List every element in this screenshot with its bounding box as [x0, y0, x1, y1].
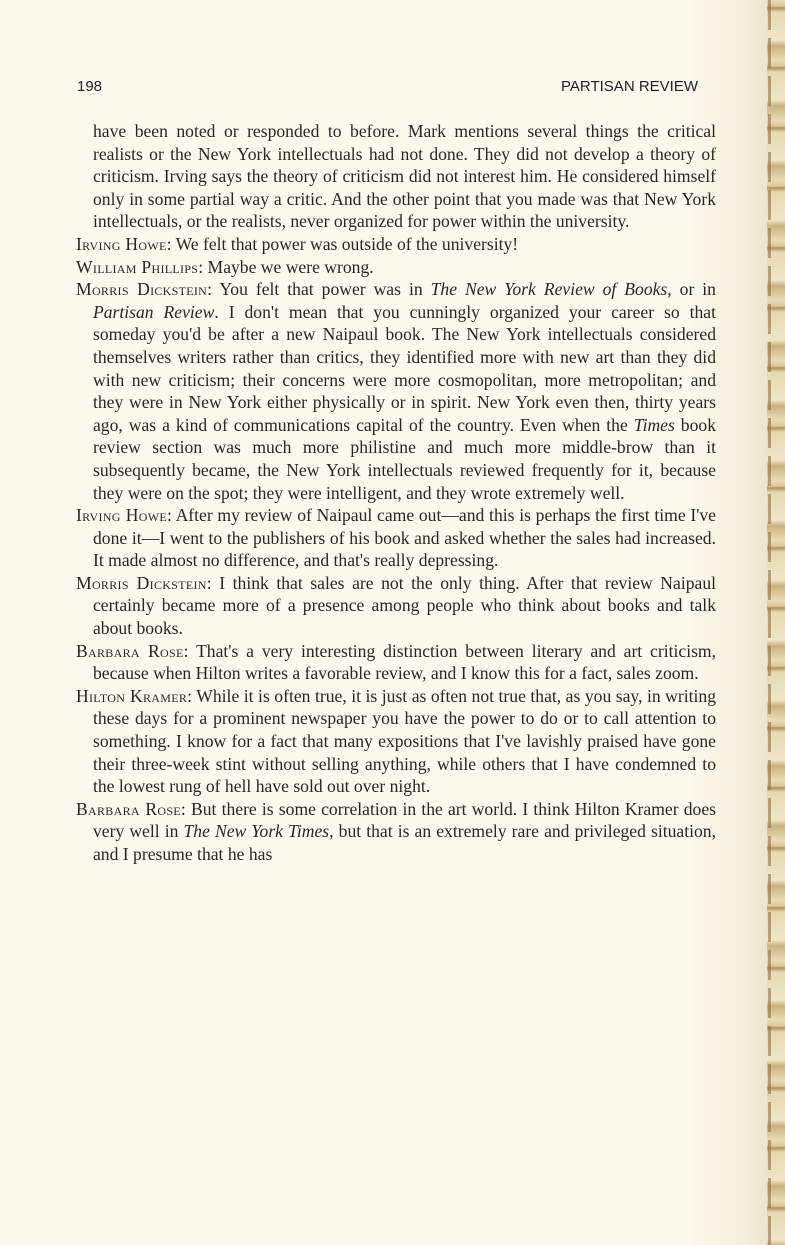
dialogue-paragraph: William Phillips: Maybe we were wrong.	[76, 256, 374, 277]
italic-title: Partisan Review	[93, 301, 215, 322]
binding-shadow	[768, 0, 771, 1245]
dialogue-paragraph: Hilton Kramer: While it is often true, it is just as often not true that, as you say, in writing these days for a prominent newspaper you have the power to do or to call attention to something. I know for a fact that many expositions that I've lavishly praised have gone their three-week stint without selling anything, while others that I have condemned to the lowest rung of hell have sold out over night.	[76, 685, 716, 797]
speech-text: That's a very interesting distinction between literary and art criticism, because when Hilton writes a favorable review, and I know this for a fact, sales zoom.	[93, 640, 717, 684]
speaker-name: Irving Howe	[76, 233, 167, 254]
speech-text: have been noted or responded to before. Mark mentions several things the critical realists or the New York intellectuals had not done. They did not develop a theory of criticism. Irving says the theory of criticism did not interest him. He considered himself only in some partial way a critic. And the other point that you made was that New York intellectuals, or the realists, never organized for power within the university.	[93, 121, 716, 232]
running-title: PARTISAN REVIEW	[561, 78, 698, 95]
body-text	[76, 120, 716, 866]
speech-text: While it is often true, it is just as often not true that, as you say, in writing these days for a prominent newspaper you have the power to do or to call attention to something. I know for a fact that many expositions that I've lavishly praised have gone their three-week stint without selling anything, while others that I have condemned to the lowest rung of hell have sold out over night.	[93, 685, 716, 797]
speaker-name: Morris Dickstein	[76, 279, 208, 300]
speech-text: , or in	[667, 279, 716, 300]
italic-title: Times	[633, 414, 675, 435]
speech-text: We felt that power was outside of the university!	[175, 233, 519, 254]
speaker-name: Irving Howe	[76, 505, 167, 526]
speech-text: You felt that power was in	[219, 279, 431, 300]
speaker-name: William Phillips	[76, 256, 199, 277]
dialogue-paragraph: Irving Howe: We felt that power was outside of the university!	[76, 233, 519, 254]
speech-text: Maybe we were wrong.	[207, 256, 374, 277]
speech-text: I think that sales are not the only thing. After that review Naipaul certainly became more of a presence among people who think about books and talk about books.	[93, 572, 717, 639]
dialogue-paragraph: Barbara Rose: But there is some correlation in the art world. I think Hilton Kramer does very well in The New York Times, but that is an extremely rare and privileged situation, and I presume that he has	[76, 798, 716, 864]
speaker-name: Barbara Rose	[76, 640, 184, 661]
italic-title: The New York Times	[183, 821, 330, 842]
speaker-name: Barbara Rose	[76, 798, 181, 819]
dialogue-paragraph: Irving Howe: After my review of Naipaul came out—and this is perhaps the first time I've done it—I went to the publishers of his book and asked whether the sales had increased. It made almost no difference, and that's really depressing.	[76, 505, 716, 571]
speaker-name: Hilton Kramer	[76, 685, 188, 706]
speech-text: book review section was much more philistine and much more middle-brow than it subsequently became, the New York intellectuals reviewed frequently for it, because they were on the spot; they were intelligent, and they wrote extremely well.	[93, 414, 716, 503]
running-header	[77, 78, 698, 95]
speech-text: But there is some correlation in the art world. I think Hilton Kramer does very well in	[93, 798, 716, 842]
page-number: 198	[77, 78, 103, 95]
italic-title: The New York Review of Books	[430, 279, 668, 300]
speaker-name: Morris Dickstein	[76, 572, 207, 593]
dialogue-paragraph: Barbara Rose: That's a very interesting distinction between literary and art criticism, because when Hilton writes a favorable review, and I know this for a fact, sales zoom.	[76, 640, 717, 684]
dialogue-paragraph: Morris Dickstein: You felt that power was in The New York Review of Books, or in Partisan Review. I don't mean that you cunningly organized your career so that someday you'd be after a new Naipaul book. The New York intellectuals considered themselves writers rather than critics, they identified more with new art than they did with new criticism; their concerns were more cosmopolitan, more metropolitan; and they were in New York either physically or in spirit. New York even then, thirty years ago, was a kind of communications capital of the country. Even when the Times book review section was much more philistine and much more middle-brow than it subsequently became, the New York intellectuals reviewed frequently for it, because they were on the spot; they were intelligent, and they wrote extremely well.	[76, 279, 716, 503]
speech-text: , but that is an extremely rare and privileged situation, and I presume that he has	[93, 821, 716, 864]
speech-text: After my review of Naipaul came out—and this is perhaps the first time I've done it—I went to the publishers of his book and asked whether the sales had increased. It made almost no difference, and that's really depressing.	[93, 505, 716, 571]
continuation-paragraph	[76, 120, 716, 233]
speech-text: . I don't mean that you cunningly organized your career so that someday you'd be after a new Naipaul book. The New York intellectuals considered themselves writers rather than critics, they identified more with new art than they did with new criticism; their concerns were more cosmopolitan, more metropolitan; and they were in New York either physically or in spirit. New York even then, thirty years ago, was a kind of communications capital of the country. Even when the	[93, 301, 716, 435]
dialogue-paragraph: Morris Dickstein: I think that sales are not the only thing. After that review Naipaul certainly became more of a presence among people who think about books and talk about books.	[76, 572, 717, 639]
